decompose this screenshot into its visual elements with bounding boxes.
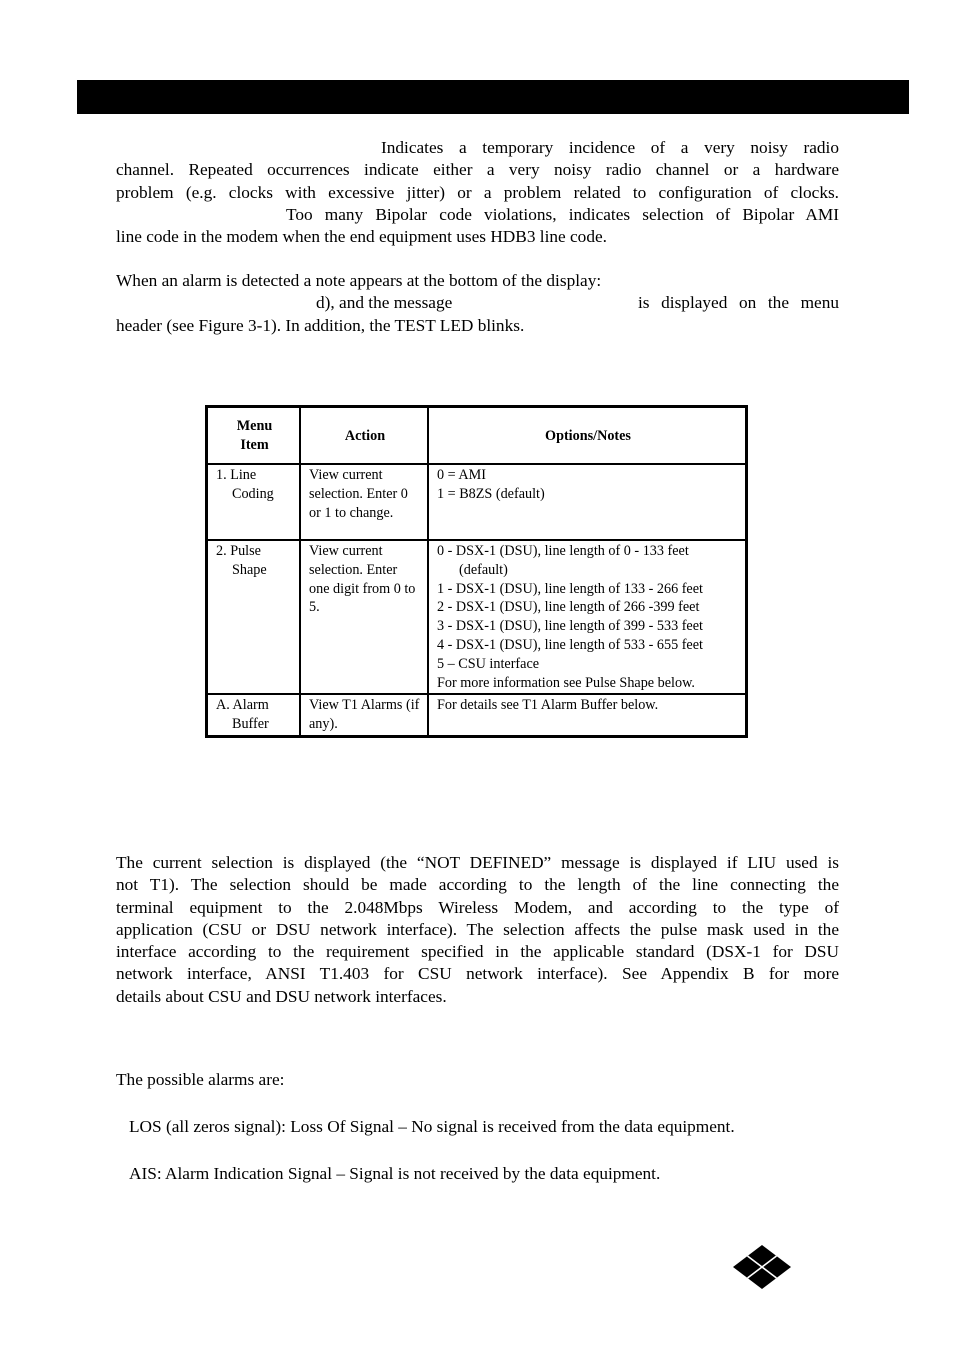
text-line-split — [116, 292, 839, 314]
text-line: terminal equipment to the 2.048Mbps Wireless Modem, and according to the type of — [116, 897, 839, 917]
text-line: When an alarm is detected a note appears at the bottom of the display: — [116, 271, 602, 290]
t1-menu-table — [205, 405, 748, 738]
alarms-intro: The possible alarms are: — [116, 1070, 285, 1089]
text-line: application (CSU or DSU network interface). The selection affects the pulse mask used in the — [116, 919, 839, 939]
text-line: details about CSU and DSU network interfaces. — [116, 986, 447, 1006]
text-line: problem (e.g. clocks with excessive jitter) or a problem related to configuration of clocks. — [116, 182, 839, 202]
table-row — [207, 694, 747, 736]
text-line: header (see Figure 3-1). In addition, the TEST LED blinks. — [116, 315, 525, 335]
text-segment: is displayed on the menu — [638, 293, 839, 313]
alarm-note-paragraph — [116, 270, 839, 337]
action-cell: View current selection. Enter 0 or 1 to change. — [300, 464, 428, 540]
text-line: channel. Repeated occurrences indicate either a very noisy radio channel or a hardware — [116, 160, 839, 180]
menu-item-cell: A. Alarm Buffer — [207, 694, 301, 736]
text-line: Indicates a temporary incidence of a very noisy radio — [381, 138, 839, 157]
alarm-description-paragraph — [116, 137, 839, 248]
action-cell: View current selection. Enter one digit from 0 to 5. — [300, 540, 428, 694]
menu-item-cell: 1. Line Coding — [207, 464, 301, 540]
text-line: interface according to the requirement specified in the applicable standard (DSX-1 for DSU — [116, 942, 839, 962]
alarm-los-item: LOS (all zeros signal): Loss Of Signal – No signal is received from the data equipment. — [129, 1117, 735, 1136]
table-header-row — [207, 407, 747, 465]
page-header-bar — [77, 80, 909, 114]
header-options: Options/Notes — [428, 407, 747, 465]
menu-item-cell: 2. Pulse Shape — [207, 540, 301, 694]
text-line: line code in the modem when the end equipment uses HDB3 line code. — [116, 227, 607, 247]
table-row — [207, 540, 747, 694]
diamond-logo-icon — [733, 1245, 791, 1289]
header-menu-item: Menu Item — [207, 407, 301, 465]
table-row — [207, 464, 747, 540]
pulse-shape-paragraph — [116, 852, 839, 1008]
alarm-ais-item: AIS: Alarm Indication Signal – Signal is not received by the data equipment. — [129, 1164, 661, 1183]
text-line: Too many Bipolar code violations, indicates selection of Bipolar AMI — [286, 204, 839, 224]
options-cell: 0 = AMI 1 = B8ZS (default) — [428, 464, 747, 540]
text-segment: d), and the message — [316, 293, 453, 313]
options-cell: For details see T1 Alarm Buffer below. — [428, 694, 747, 736]
text-line: network interface, ANSI T1.403 for CSU network interface). See Appendix B for more — [116, 964, 839, 984]
header-action: Action — [300, 407, 428, 465]
text-line: The current selection is displayed (the “NOT DEFINED” message is displayed if LIU used is — [116, 853, 839, 872]
options-cell: 0 - DSX-1 (DSU), line length of 0 - 133 feet (default) 1 - DSX-1 (DSU), line length of 133 - 266 feet 2 - DSX-1 (DSU), line length of 266 -399 feet 3 - DSX-1 (DSU), line length of 399 - 533 feet 4 - DSX-1 (DSU), line length of 533 - 655 feet 5 – CSU interface For more information see Pulse Shape below. — [428, 540, 747, 694]
action-cell: View T1 Alarms (if any). — [300, 694, 428, 736]
text-line: not T1). The selection should be made according to the length of the line connecting the — [116, 875, 839, 895]
